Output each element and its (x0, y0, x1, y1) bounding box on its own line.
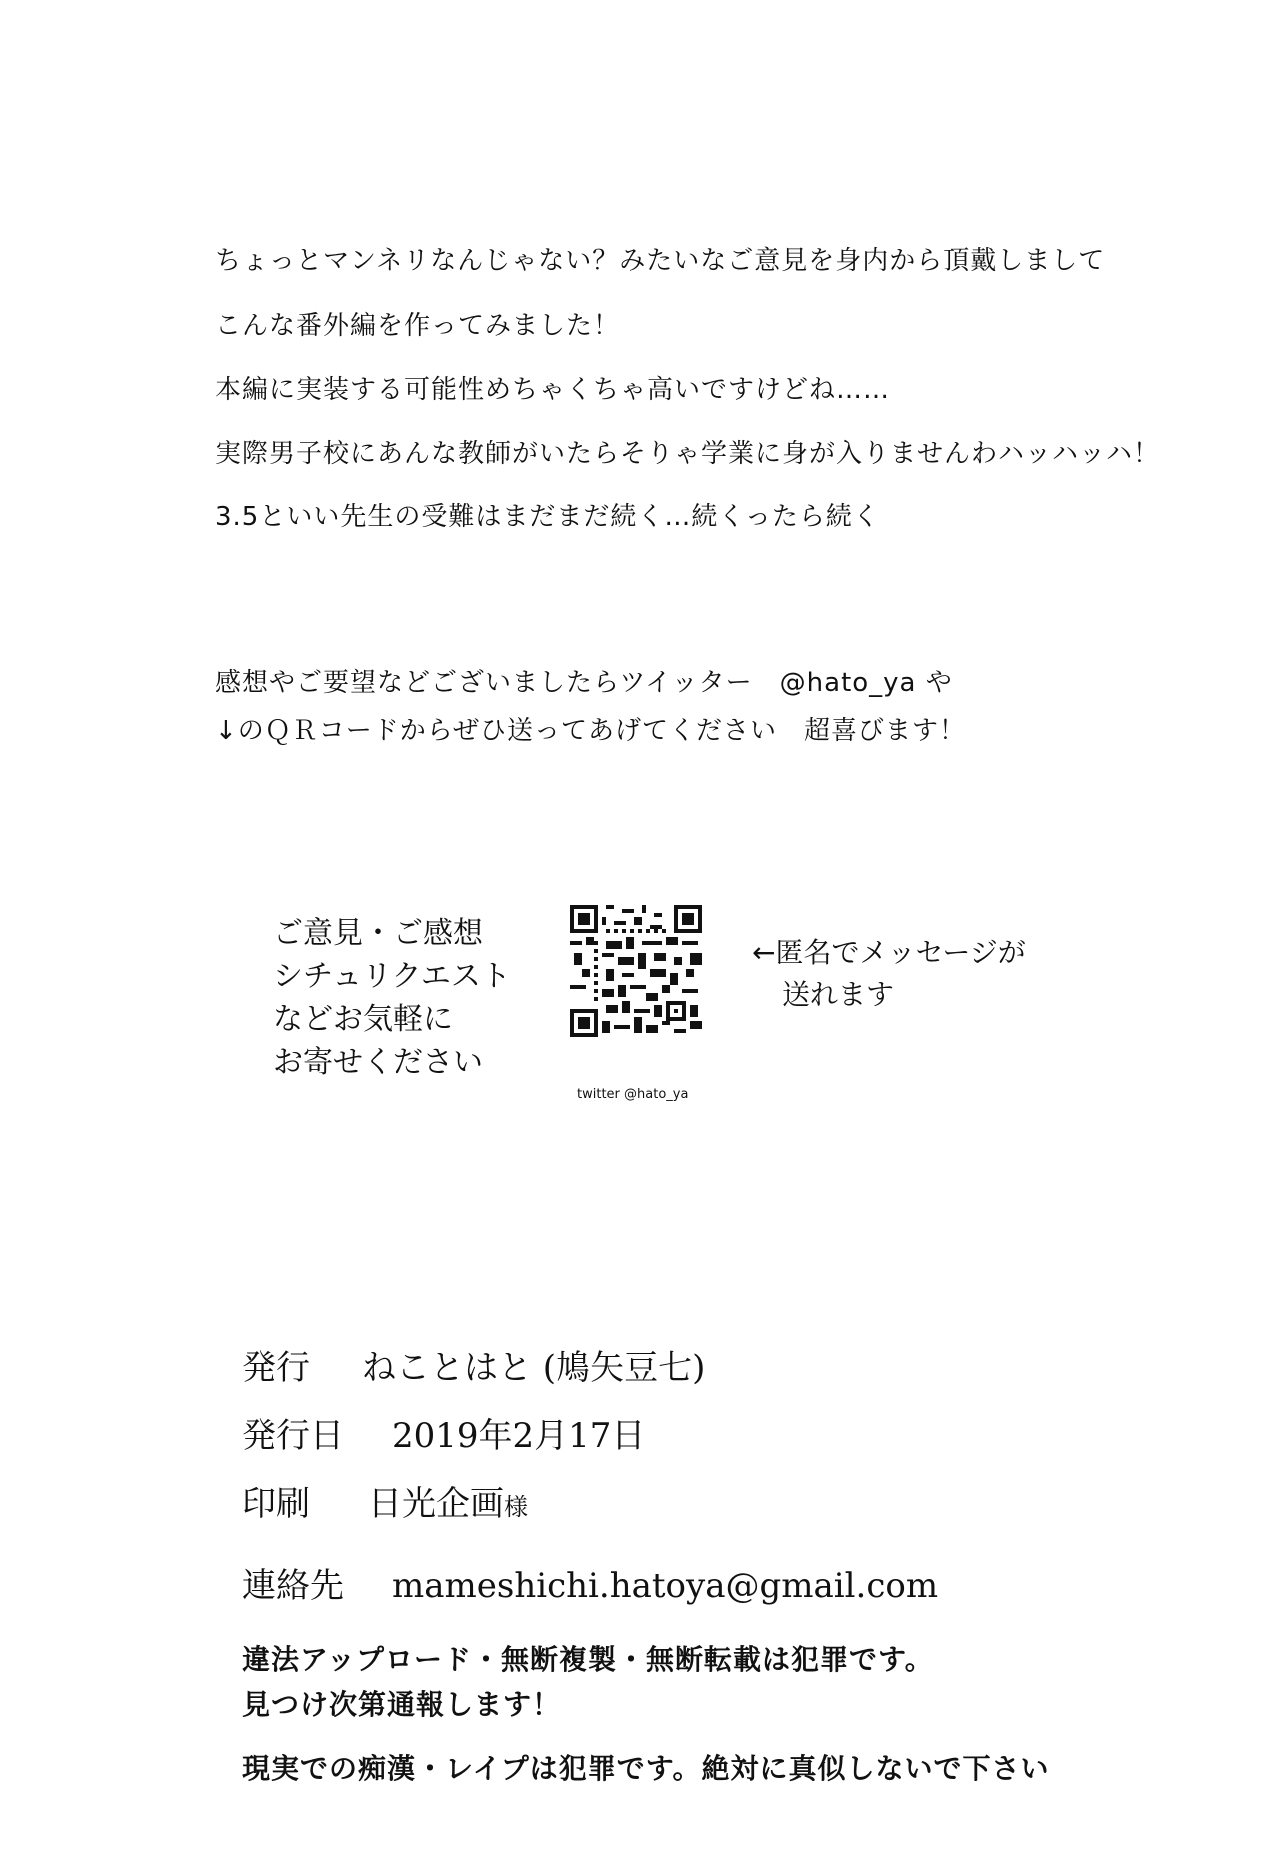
qr-left-text (273, 912, 511, 1084)
intro-line: 実際男子校にあんな教師がいたらそりゃ学業に身が入りませんわハッハッハ！ (215, 439, 1161, 469)
qr-right-text (752, 932, 1026, 1016)
contact-email[interactable]: mameshichi.hatoya@gmail.com (392, 1566, 939, 1606)
publisher-value: ねことはと (鳩矢豆七) (362, 1348, 706, 1388)
print-value: 日光企画 (368, 1484, 504, 1524)
print-label: 印刷 (242, 1484, 310, 1524)
intro-line: 本編に実装する可能性めちゃくちゃ高いですけどね…… (215, 375, 891, 405)
warning-line: 違法アップロード・無断複製・無断転載は犯罪です。 (242, 1643, 934, 1676)
contact-label: 連絡先 (242, 1566, 344, 1606)
warning-line: 見つけ次第通報します！ (242, 1688, 562, 1721)
intro-line: ちょっとマンネリなんじゃない？みたいなご意見を身内から頂戴しまして (215, 246, 1106, 276)
qr-right-line: 送れます (782, 978, 895, 1011)
colophon-printer (242, 1476, 528, 1525)
date-value: 2019年2月17日 (392, 1416, 646, 1456)
contact-note-line: 感想やご要望などございましたらツイッター @hato_ya や (215, 668, 953, 698)
qr-left-line: ご意見・ご感想 (273, 916, 483, 951)
qr-right-line: ←匿名でメッセージが (752, 936, 1026, 969)
intro-line: 3.5といい先生の受難はまだまだ続く…続くったら続く (215, 502, 880, 532)
contact-note-line: ↓のＱＲコードからぜひ送ってあげてください 超喜びます！ (215, 716, 967, 746)
publisher-label: 発行 (242, 1348, 310, 1388)
qr-left-line: などお気軽に (273, 1002, 453, 1037)
qr-left-line: シチュリクエスト (273, 959, 511, 994)
date-label: 発行日 (242, 1416, 344, 1456)
qr-left-line: お寄せください (273, 1045, 483, 1080)
print-suffix: 様 (504, 1493, 528, 1521)
colophon-date (242, 1408, 645, 1457)
qr-caption: twitter @hato_ya (577, 1087, 689, 1102)
colophon-contact (242, 1558, 938, 1607)
intro-line: こんな番外編を作ってみました！ (215, 311, 621, 341)
colophon-publisher (242, 1340, 705, 1389)
qr-code[interactable] (570, 905, 702, 1037)
warning-line: 現実での痴漢・レイプは犯罪です。絶対に真似しないで下さい (242, 1752, 1050, 1785)
